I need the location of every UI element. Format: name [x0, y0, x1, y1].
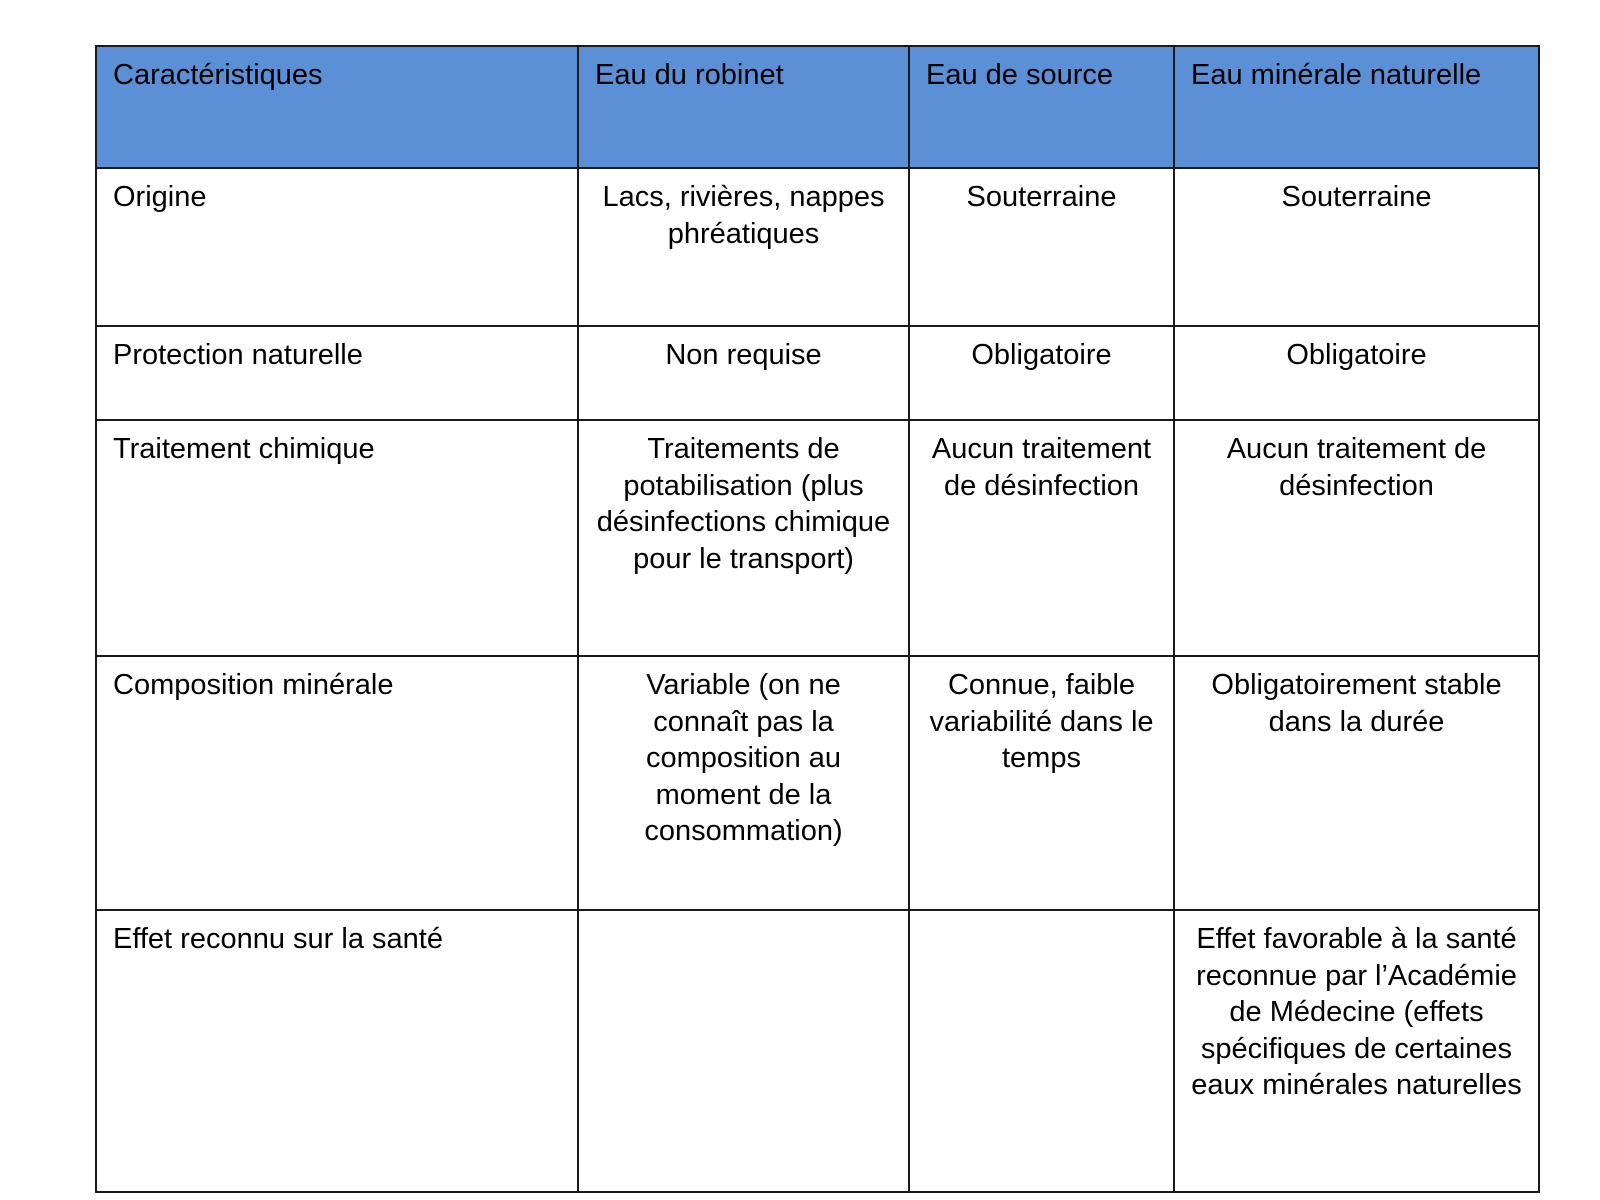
cell-source: Obligatoire [909, 326, 1174, 420]
table-header [96, 46, 1539, 168]
cell-robinet: Lacs, rivières, nappes phréatiques [578, 168, 909, 326]
table-row [96, 910, 1539, 1192]
table-row [96, 420, 1539, 656]
row-label: Origine [96, 168, 578, 326]
row-label: Protection naturelle [96, 326, 578, 420]
row-label: Effet reconnu sur la santé [96, 910, 578, 1192]
cell-source: Connue, faible variabilité dans le temps [909, 656, 1174, 910]
header-eau-du-robinet: Eau du robinet [578, 46, 909, 168]
cell-source [909, 910, 1174, 1192]
comparison-table [95, 45, 1540, 1193]
cell-minerale: Effet favorable à la santé reconnue par l’Académie de Médecine (effets spécifiques de certaines eaux minérales naturelles [1174, 910, 1539, 1192]
row-label: Composition minérale [96, 656, 578, 910]
cell-minerale: Aucun traitement de désinfection [1174, 420, 1539, 656]
header-eau-de-source: Eau de source [909, 46, 1174, 168]
cell-robinet: Variable (on ne connaît pas la composition au moment de la consommation) [578, 656, 909, 910]
table-row [96, 168, 1539, 326]
cell-robinet: Traitements de potabilisation (plus désinfections chimique pour le transport) [578, 420, 909, 656]
cell-robinet: Non requise [578, 326, 909, 420]
table-row [96, 326, 1539, 420]
cell-robinet [578, 910, 909, 1192]
cell-source: Souterraine [909, 168, 1174, 326]
header-eau-minerale-naturelle: Eau minérale naturelle [1174, 46, 1539, 168]
cell-source: Aucun traitement de désinfection [909, 420, 1174, 656]
cell-minerale: Obligatoire [1174, 326, 1539, 420]
cell-minerale: Obligatoirement stable dans la durée [1174, 656, 1539, 910]
header-caracteristiques: Caractéristiques [96, 46, 578, 168]
row-label: Traitement chimique [96, 420, 578, 656]
header-row [96, 46, 1539, 168]
table-row [96, 656, 1539, 910]
table-body [96, 168, 1539, 1192]
cell-minerale: Souterraine [1174, 168, 1539, 326]
